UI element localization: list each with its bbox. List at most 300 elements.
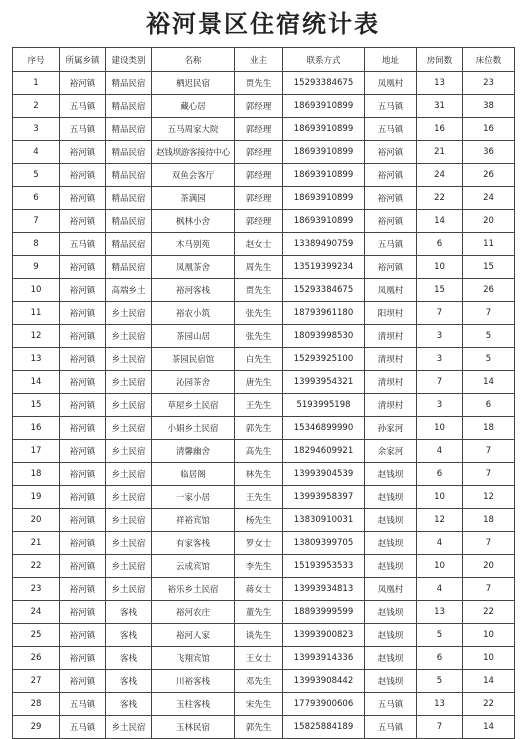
cell-col-owner: 郭经理: [235, 95, 283, 118]
cell-col-contact: 13389490759: [283, 233, 365, 256]
cell-col-owner: 贾先生: [235, 279, 283, 302]
cell-col-category: 乡土民宿: [106, 302, 152, 325]
cell-col-name: 茶园山居: [152, 325, 235, 348]
cell-col-name: 木马别苑: [152, 233, 235, 256]
cell-col-address: 赵钱坝: [365, 670, 417, 693]
table-row: [13, 578, 515, 601]
cell-col-name: 茶满园: [152, 187, 235, 210]
cell-col-beds: 7: [463, 578, 515, 601]
cell-col-rooms: 24: [417, 164, 463, 187]
cell-col-contact: 18693910899: [283, 187, 365, 210]
cell-col-rooms: 16: [417, 118, 463, 141]
cell-col-rooms: 21: [417, 141, 463, 164]
header-col-contact: 联系方式: [283, 48, 365, 72]
cell-col-town: 五马镇: [60, 95, 106, 118]
cell-col-beds: 18: [463, 509, 515, 532]
cell-col-address: 赵钱坝: [365, 555, 417, 578]
cell-col-contact: 13830910031: [283, 509, 365, 532]
table-row: [13, 164, 515, 187]
cell-col-beds: 23: [463, 72, 515, 95]
cell-col-beds: 7: [463, 532, 515, 555]
table-row: [13, 233, 515, 256]
cell-col-name: 裕农小筑: [152, 302, 235, 325]
cell-col-owner: 郭先生: [235, 417, 283, 440]
cell-col-town: 裕河镇: [60, 210, 106, 233]
cell-col-beds: 5: [463, 348, 515, 371]
page-title: 裕河景区住宿统计表: [146, 10, 380, 38]
cell-col-contact: 18693910899: [283, 164, 365, 187]
cell-col-town: 五马镇: [60, 693, 106, 716]
cell-col-beds: 6: [463, 394, 515, 417]
cell-col-rooms: 31: [417, 95, 463, 118]
cell-col-index: 11: [13, 302, 60, 325]
table-row: [13, 693, 515, 716]
cell-col-category: 高端乡土: [106, 279, 152, 302]
cell-col-rooms: 5: [417, 624, 463, 647]
cell-col-town: 裕河镇: [60, 670, 106, 693]
cell-col-contact: 18793961180: [283, 302, 365, 325]
cell-col-contact: 5193995198: [283, 394, 365, 417]
cell-col-address: 赵钱坝: [365, 601, 417, 624]
cell-col-index: 1: [13, 72, 60, 95]
table-row: [13, 95, 515, 118]
cell-col-beds: 14: [463, 716, 515, 739]
cell-col-contact: 15825884189: [283, 716, 365, 739]
cell-col-name: 清馨幽舍: [152, 440, 235, 463]
cell-col-category: 客栈: [106, 693, 152, 716]
table-row: [13, 440, 515, 463]
cell-col-rooms: 3: [417, 325, 463, 348]
cell-col-category: 乡土民宿: [106, 371, 152, 394]
cell-col-index: 7: [13, 210, 60, 233]
cell-col-town: 裕河镇: [60, 371, 106, 394]
cell-col-owner: 周先生: [235, 256, 283, 279]
header-col-address: 地址: [365, 48, 417, 72]
header-col-owner: 业主: [235, 48, 283, 72]
cell-col-beds: 36: [463, 141, 515, 164]
cell-col-contact: 18693910899: [283, 141, 365, 164]
cell-col-beds: 38: [463, 95, 515, 118]
cell-col-beds: 11: [463, 233, 515, 256]
cell-col-address: 清坝村: [365, 348, 417, 371]
cell-col-category: 乡土民宿: [106, 348, 152, 371]
cell-col-town: 裕河镇: [60, 141, 106, 164]
table-row: [13, 417, 515, 440]
cell-col-address: 赵钱坝: [365, 647, 417, 670]
cell-col-rooms: 7: [417, 371, 463, 394]
cell-col-address: 裕河镇: [365, 141, 417, 164]
cell-col-town: 裕河镇: [60, 509, 106, 532]
cell-col-name: 川裕客栈: [152, 670, 235, 693]
cell-col-index: 4: [13, 141, 60, 164]
cell-col-name: 枫林小舍: [152, 210, 235, 233]
cell-col-rooms: 10: [417, 417, 463, 440]
table-row: [13, 279, 515, 302]
cell-col-category: 乡土民宿: [106, 555, 152, 578]
table-row: [13, 348, 515, 371]
cell-col-address: 孙家河: [365, 417, 417, 440]
cell-col-owner: 宋先生: [235, 693, 283, 716]
cell-col-beds: 14: [463, 670, 515, 693]
table-row: [13, 141, 515, 164]
cell-col-rooms: 13: [417, 601, 463, 624]
cell-col-category: 精品民宿: [106, 95, 152, 118]
cell-col-address: 清坝村: [365, 394, 417, 417]
cell-col-town: 裕河镇: [60, 394, 106, 417]
cell-col-town: 裕河镇: [60, 624, 106, 647]
cell-col-index: 16: [13, 417, 60, 440]
cell-col-category: 精品民宿: [106, 164, 152, 187]
cell-col-owner: 郭经理: [235, 118, 283, 141]
cell-col-rooms: 6: [417, 463, 463, 486]
cell-col-town: 裕河镇: [60, 647, 106, 670]
cell-col-owner: 罗女士: [235, 532, 283, 555]
cell-col-category: 乡土民宿: [106, 509, 152, 532]
cell-col-owner: 唐先生: [235, 371, 283, 394]
cell-col-contact: 15193953533: [283, 555, 365, 578]
cell-col-rooms: 7: [417, 716, 463, 739]
cell-col-beds: 24: [463, 187, 515, 210]
cell-col-index: 25: [13, 624, 60, 647]
cell-col-index: 21: [13, 532, 60, 555]
cell-col-category: 乡土民宿: [106, 716, 152, 739]
cell-col-index: 15: [13, 394, 60, 417]
cell-col-town: 裕河镇: [60, 325, 106, 348]
cell-col-contact: 18693910899: [283, 118, 365, 141]
table-row: [13, 394, 515, 417]
table-row: [13, 555, 515, 578]
cell-col-contact: 15293384675: [283, 279, 365, 302]
cell-col-owner: 郭经理: [235, 210, 283, 233]
header-col-rooms: 房间数: [417, 48, 463, 72]
table-header-row: [13, 48, 515, 72]
table-row: [13, 118, 515, 141]
table-row: [13, 210, 515, 233]
cell-col-category: 精品民宿: [106, 210, 152, 233]
table-row: [13, 463, 515, 486]
cell-col-town: 裕河镇: [60, 440, 106, 463]
cell-col-beds: 26: [463, 164, 515, 187]
cell-col-index: 18: [13, 463, 60, 486]
cell-col-rooms: 3: [417, 348, 463, 371]
cell-col-owner: 赵女士: [235, 233, 283, 256]
cell-col-index: 12: [13, 325, 60, 348]
cell-col-category: 乡土民宿: [106, 532, 152, 555]
cell-col-owner: 王先生: [235, 394, 283, 417]
table-row: [13, 256, 515, 279]
cell-col-town: 裕河镇: [60, 555, 106, 578]
cell-col-index: 22: [13, 555, 60, 578]
cell-col-address: 赵钱坝: [365, 532, 417, 555]
cell-col-name: 裕河人家: [152, 624, 235, 647]
cell-col-contact: 15293384675: [283, 72, 365, 95]
table-row: [13, 325, 515, 348]
cell-col-beds: 22: [463, 693, 515, 716]
header-col-beds: 床位数: [463, 48, 515, 72]
cell-col-category: 客栈: [106, 670, 152, 693]
cell-col-owner: 邓先生: [235, 670, 283, 693]
cell-col-owner: 林先生: [235, 463, 283, 486]
table-row: [13, 670, 515, 693]
cell-col-beds: 18: [463, 417, 515, 440]
cell-col-category: 精品民宿: [106, 141, 152, 164]
cell-col-contact: 13993934813: [283, 578, 365, 601]
cell-col-address: 五马镇: [365, 95, 417, 118]
cell-col-town: 裕河镇: [60, 72, 106, 95]
cell-col-index: 9: [13, 256, 60, 279]
cell-col-name: 五马周家大院: [152, 118, 235, 141]
cell-col-owner: 杨先生: [235, 509, 283, 532]
cell-col-name: 云成宾馆: [152, 555, 235, 578]
cell-col-town: 裕河镇: [60, 164, 106, 187]
cell-col-index: 13: [13, 348, 60, 371]
cell-col-index: 20: [13, 509, 60, 532]
cell-col-town: 裕河镇: [60, 578, 106, 601]
cell-col-index: 8: [13, 233, 60, 256]
cell-col-name: 赵钱坝游客接待中心: [152, 141, 235, 164]
table-row: [13, 716, 515, 739]
cell-col-name: 栖迟民宿: [152, 72, 235, 95]
cell-col-category: 乡土民宿: [106, 578, 152, 601]
cell-col-category: 精品民宿: [106, 118, 152, 141]
cell-col-category: 乡土民宿: [106, 417, 152, 440]
cell-col-rooms: 10: [417, 256, 463, 279]
cell-col-owner: 郭经理: [235, 164, 283, 187]
cell-col-name: 草屋乡土民宿: [152, 394, 235, 417]
cell-col-contact: 13993908442: [283, 670, 365, 693]
cell-col-name: 玉林民宿: [152, 716, 235, 739]
table-row: [13, 624, 515, 647]
cell-col-address: 裕河镇: [365, 210, 417, 233]
cell-col-category: 乡土民宿: [106, 463, 152, 486]
cell-col-category: 客栈: [106, 601, 152, 624]
cell-col-contact: 13993914336: [283, 647, 365, 670]
cell-col-contact: 17793900606: [283, 693, 365, 716]
cell-col-rooms: 10: [417, 486, 463, 509]
cell-col-beds: 5: [463, 325, 515, 348]
cell-col-owner: 张先生: [235, 302, 283, 325]
cell-col-address: 五马镇: [365, 693, 417, 716]
cell-col-index: 10: [13, 279, 60, 302]
cell-col-owner: 贾先生: [235, 72, 283, 95]
cell-col-contact: 15346899990: [283, 417, 365, 440]
header-col-name: 名称: [152, 48, 235, 72]
cell-col-name: 临居阁: [152, 463, 235, 486]
cell-col-rooms: 4: [417, 532, 463, 555]
cell-col-owner: 李先生: [235, 555, 283, 578]
cell-col-address: 赵钱坝: [365, 624, 417, 647]
cell-col-contact: 18893999599: [283, 601, 365, 624]
cell-col-name: 玉柱客栈: [152, 693, 235, 716]
cell-col-town: 五马镇: [60, 233, 106, 256]
cell-col-address: 裕河镇: [365, 256, 417, 279]
cell-col-beds: 7: [463, 302, 515, 325]
table-row: [13, 532, 515, 555]
cell-col-name: 一家小居: [152, 486, 235, 509]
cell-col-owner: 郭经理: [235, 187, 283, 210]
cell-col-category: 乡土民宿: [106, 440, 152, 463]
cell-col-rooms: 3: [417, 394, 463, 417]
cell-col-address: 阳坝村: [365, 302, 417, 325]
cell-col-index: 26: [13, 647, 60, 670]
cell-col-town: 裕河镇: [60, 279, 106, 302]
cell-col-town: 裕河镇: [60, 486, 106, 509]
cell-col-beds: 7: [463, 440, 515, 463]
cell-col-address: 赵钱坝: [365, 509, 417, 532]
cell-col-owner: 董先生: [235, 601, 283, 624]
cell-col-rooms: 15: [417, 279, 463, 302]
cell-col-address: 五马镇: [365, 118, 417, 141]
cell-col-address: 裕河镇: [365, 164, 417, 187]
header-col-category: 建设类别: [106, 48, 152, 72]
cell-col-address: 裕河镇: [365, 187, 417, 210]
cell-col-address: 清坝村: [365, 371, 417, 394]
cell-col-town: 裕河镇: [60, 348, 106, 371]
cell-col-beds: 20: [463, 555, 515, 578]
header-col-town: 所属乡镇: [60, 48, 106, 72]
cell-col-name: 凤凰茶舍: [152, 256, 235, 279]
cell-col-address: 清坝村: [365, 325, 417, 348]
cell-col-name: 裕河客栈: [152, 279, 235, 302]
cell-col-index: 23: [13, 578, 60, 601]
cell-col-beds: 26: [463, 279, 515, 302]
cell-col-name: 沁园茶舍: [152, 371, 235, 394]
cell-col-address: 五马镇: [365, 716, 417, 739]
cell-col-town: 裕河镇: [60, 463, 106, 486]
table-row: [13, 371, 515, 394]
cell-col-contact: 13519399234: [283, 256, 365, 279]
cell-col-rooms: 13: [417, 693, 463, 716]
cell-col-index: 29: [13, 716, 60, 739]
table-row: [13, 72, 515, 95]
cell-col-rooms: 13: [417, 72, 463, 95]
cell-col-category: 精品民宿: [106, 233, 152, 256]
cell-col-name: 茶园民宿馆: [152, 348, 235, 371]
cell-col-rooms: 4: [417, 578, 463, 601]
cell-col-category: 客栈: [106, 624, 152, 647]
cell-col-owner: 郭先生: [235, 716, 283, 739]
cell-col-rooms: 12: [417, 509, 463, 532]
cell-col-owner: 高先生: [235, 440, 283, 463]
cell-col-contact: 13993900823: [283, 624, 365, 647]
cell-col-index: 5: [13, 164, 60, 187]
cell-col-index: 24: [13, 601, 60, 624]
cell-col-rooms: 7: [417, 302, 463, 325]
header-col-index: 序号: [13, 48, 60, 72]
cell-col-contact: 18693910899: [283, 210, 365, 233]
cell-col-name: 裕河农庄: [152, 601, 235, 624]
cell-col-owner: 张先生: [235, 325, 283, 348]
cell-col-category: 精品民宿: [106, 256, 152, 279]
cell-col-owner: 王女士: [235, 647, 283, 670]
table-row: [13, 509, 515, 532]
cell-col-town: 五马镇: [60, 716, 106, 739]
cell-col-contact: 13809399705: [283, 532, 365, 555]
cell-col-name: 裕乐乡土民宿: [152, 578, 235, 601]
cell-col-index: 28: [13, 693, 60, 716]
cell-col-name: 双鱼会客厅: [152, 164, 235, 187]
cell-col-category: 客栈: [106, 647, 152, 670]
cell-col-address: 凤凰村: [365, 72, 417, 95]
cell-col-owner: 白先生: [235, 348, 283, 371]
table-row: [13, 187, 515, 210]
cell-col-rooms: 6: [417, 647, 463, 670]
cell-col-index: 6: [13, 187, 60, 210]
cell-col-town: 裕河镇: [60, 532, 106, 555]
cell-col-name: 飞翔宾馆: [152, 647, 235, 670]
cell-col-contact: 18093998530: [283, 325, 365, 348]
cell-col-address: 凤凰村: [365, 578, 417, 601]
cell-col-rooms: 14: [417, 210, 463, 233]
cell-col-town: 裕河镇: [60, 601, 106, 624]
cell-col-town: 五马镇: [60, 118, 106, 141]
table-body: [13, 72, 515, 739]
cell-col-beds: 12: [463, 486, 515, 509]
cell-col-index: 19: [13, 486, 60, 509]
cell-col-name: 藏心居: [152, 95, 235, 118]
cell-col-address: 赵钱坝: [365, 463, 417, 486]
cell-col-owner: 谈先生: [235, 624, 283, 647]
cell-col-beds: 14: [463, 371, 515, 394]
cell-col-address: 五马镇: [365, 233, 417, 256]
table-row: [13, 486, 515, 509]
cell-col-beds: 22: [463, 601, 515, 624]
cell-col-name: 小娟乡土民宿: [152, 417, 235, 440]
cell-col-beds: 15: [463, 256, 515, 279]
cell-col-contact: 15293925100: [283, 348, 365, 371]
cell-col-category: 精品民宿: [106, 72, 152, 95]
cell-col-town: 裕河镇: [60, 187, 106, 210]
cell-col-beds: 7: [463, 463, 515, 486]
cell-col-beds: 10: [463, 624, 515, 647]
table-row: [13, 601, 515, 624]
cell-col-contact: 18693910899: [283, 95, 365, 118]
cell-col-town: 裕河镇: [60, 256, 106, 279]
cell-col-address: 余家河: [365, 440, 417, 463]
cell-col-rooms: 5: [417, 670, 463, 693]
cell-col-address: 凤凰村: [365, 279, 417, 302]
cell-col-index: 14: [13, 371, 60, 394]
cell-col-name: 祥裕宾馆: [152, 509, 235, 532]
cell-col-owner: 蒋女士: [235, 578, 283, 601]
cell-col-owner: 郭经理: [235, 141, 283, 164]
cell-col-index: 27: [13, 670, 60, 693]
cell-col-rooms: 10: [417, 555, 463, 578]
cell-col-contact: 18294609921: [283, 440, 365, 463]
cell-col-town: 裕河镇: [60, 302, 106, 325]
cell-col-category: 乡土民宿: [106, 486, 152, 509]
cell-col-owner: 王先生: [235, 486, 283, 509]
cell-col-rooms: 4: [417, 440, 463, 463]
cell-col-rooms: 6: [417, 233, 463, 256]
cell-col-contact: 13993904539: [283, 463, 365, 486]
cell-col-beds: 10: [463, 647, 515, 670]
cell-col-name: 有家客栈: [152, 532, 235, 555]
cell-col-town: 裕河镇: [60, 417, 106, 440]
table-row: [13, 647, 515, 670]
cell-col-category: 精品民宿: [106, 187, 152, 210]
cell-col-beds: 16: [463, 118, 515, 141]
table-row: [13, 302, 515, 325]
cell-col-category: 乡土民宿: [106, 325, 152, 348]
cell-col-index: 17: [13, 440, 60, 463]
cell-col-index: 2: [13, 95, 60, 118]
cell-col-address: 赵钱坝: [365, 486, 417, 509]
cell-col-contact: 13993958397: [283, 486, 365, 509]
cell-col-beds: 20: [463, 210, 515, 233]
cell-col-rooms: 22: [417, 187, 463, 210]
accommodation-table: [12, 47, 515, 739]
